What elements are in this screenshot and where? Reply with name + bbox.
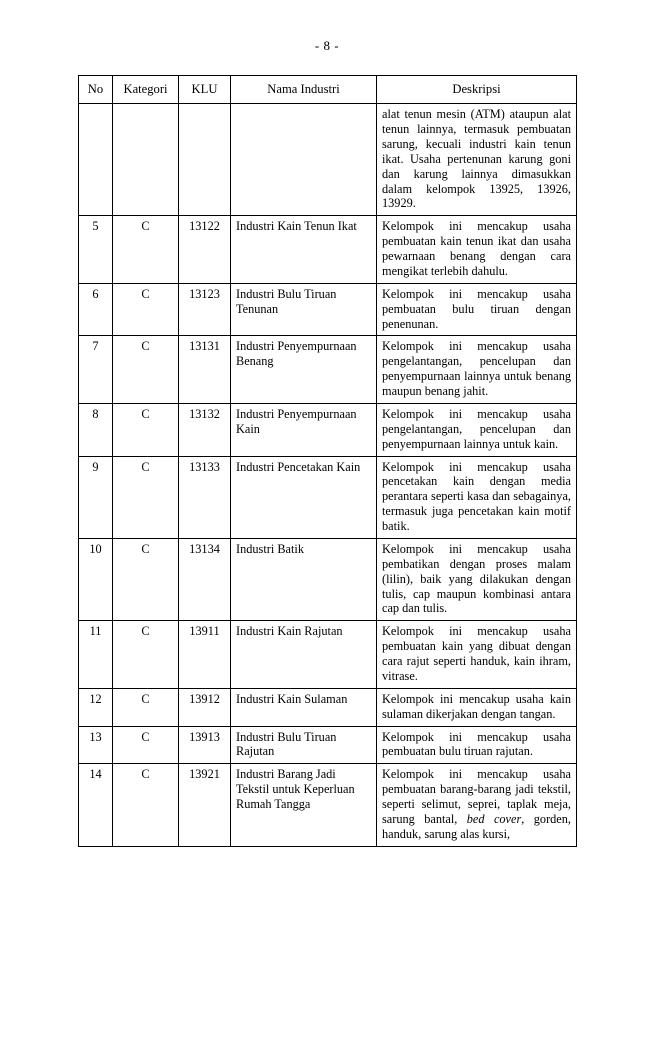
table-row <box>79 764 577 846</box>
cell-deskripsi-rich <box>377 764 577 846</box>
table-row <box>79 538 577 620</box>
column-header-klu: KLU <box>179 76 231 104</box>
cell-klu: 13131 <box>179 336 231 404</box>
cell-deskripsi: Kelompok ini mencakup usaha pengelantangan, pencelupan dan penyempurnaan lainnya untuk benang maupun benang jahit. <box>377 336 577 404</box>
cell-nama-industri: Industri Bulu Tiruan Rajutan <box>231 726 377 764</box>
table-row <box>79 104 577 216</box>
table-row <box>79 283 577 336</box>
cell-deskripsi: Kelompok ini mencakup usaha kain sulaman dikerjakan dengan tangan. <box>377 688 577 726</box>
cell-klu: 13921 <box>179 764 231 846</box>
page-number: - 8 - <box>314 38 340 53</box>
cell-deskripsi: Kelompok ini mencakup usaha pembuatan kain yang dibuat dengan cara rajut seperti handuk, kain ihram, vitrase. <box>377 621 577 689</box>
cell-deskripsi: Kelompok ini mencakup usaha pembuatan kain tenun ikat dan usaha pewarnaan benang dengan cara mengikat terlebih dahulu. <box>377 216 577 284</box>
cell-nama-industri: Industri Kain Tenun Ikat <box>231 216 377 284</box>
cell-deskripsi: Kelompok ini mencakup usaha pembuatan bulu tiruan dengan penenunan. <box>377 283 577 336</box>
cell-kategori: C <box>113 621 179 689</box>
cell-nama-industri: Industri Barang Jadi Tekstil untuk Keperluan Rumah Tangga <box>231 764 377 846</box>
cell-deskripsi: Kelompok ini mencakup usaha pengelantangan, pencelupan dan penyempurnaan lainnya untuk kain. <box>377 403 577 456</box>
cell-nama-industri: Industri Kain Sulaman <box>231 688 377 726</box>
cell-deskripsi: Kelompok ini mencakup usaha pencetakan kain dengan media perantara seperti kasa dan sebagainya, termasuk juga pencetakan kain motif batik. <box>377 456 577 538</box>
deskripsi-text-italic: bed cover <box>466 811 522 826</box>
cell-kategori: C <box>113 764 179 846</box>
cell-no: 13 <box>79 726 113 764</box>
cell-nama-industri: Industri Batik <box>231 538 377 620</box>
cell-deskripsi: Kelompok ini mencakup usaha pembatikan dengan proses malam (lilin), baik yang dilakukan dengan tulis, cap maupun kombinasi antara cap dan tulis. <box>377 538 577 620</box>
table-row <box>79 456 577 538</box>
cell-no <box>79 104 113 216</box>
cell-kategori: C <box>113 403 179 456</box>
cell-klu: 13911 <box>179 621 231 689</box>
cell-klu: 13133 <box>179 456 231 538</box>
cell-klu: 13913 <box>179 726 231 764</box>
cell-nama-industri: Industri Penyempurnaan Benang <box>231 336 377 404</box>
cell-nama-industri: Industri Pencetakan Kain <box>231 456 377 538</box>
table-header-row <box>79 76 577 104</box>
document-page <box>0 38 654 1038</box>
deskripsi-text-post: , gorden, handuk, sarung alas kursi, <box>382 811 571 841</box>
cell-nama-industri: Industri Bulu Tiruan Tenunan <box>231 283 377 336</box>
cell-kategori: C <box>113 336 179 404</box>
cell-klu: 13134 <box>179 538 231 620</box>
cell-no: 9 <box>79 456 113 538</box>
cell-nama-industri: Industri Kain Rajutan <box>231 621 377 689</box>
cell-klu: 13123 <box>179 283 231 336</box>
klu-table <box>78 75 577 847</box>
cell-no: 10 <box>79 538 113 620</box>
klu-table-container <box>78 75 576 847</box>
column-header-nama-industri: Nama Industri <box>231 76 377 104</box>
cell-no: 5 <box>79 216 113 284</box>
cell-no: 12 <box>79 688 113 726</box>
cell-deskripsi: Kelompok ini mencakup usaha pembuatan bulu tiruan rajutan. <box>377 726 577 764</box>
table-row <box>79 621 577 689</box>
deskripsi-text-pre: Kelompok ini mencakup usaha pembuatan barang-barang jadi tekstil, seperti selimut, seprei, taplak meja, sarung bantal, <box>382 767 571 826</box>
cell-kategori: C <box>113 456 179 538</box>
column-header-deskripsi: Deskripsi <box>377 76 577 104</box>
cell-no: 8 <box>79 403 113 456</box>
cell-no: 6 <box>79 283 113 336</box>
cell-nama-industri: Industri Penyempurnaan Kain <box>231 403 377 456</box>
cell-klu: 13122 <box>179 216 231 284</box>
table-row <box>79 216 577 284</box>
cell-kategori: C <box>113 538 179 620</box>
cell-no: 11 <box>79 621 113 689</box>
cell-klu: 13132 <box>179 403 231 456</box>
cell-kategori: C <box>113 726 179 764</box>
cell-no: 14 <box>79 764 113 846</box>
cell-kategori: C <box>113 283 179 336</box>
cell-kategori: C <box>113 688 179 726</box>
cell-kategori <box>113 104 179 216</box>
column-header-no: No <box>79 76 113 104</box>
cell-klu: 13912 <box>179 688 231 726</box>
table-row <box>79 336 577 404</box>
table-row <box>79 726 577 764</box>
cell-deskripsi: alat tenun mesin (ATM) ataupun alat tenun lainnya, termasuk pembuatan sarung, kecuali industri kain tenun ikat. Usaha pertenunan karung goni dan karung lainnya dimasukkan dalam kelompok 13925, 13926, 13929. <box>377 104 577 216</box>
cell-no: 7 <box>79 336 113 404</box>
column-header-kategori: Kategori <box>113 76 179 104</box>
cell-klu <box>179 104 231 216</box>
table-row <box>79 403 577 456</box>
table-row <box>79 688 577 726</box>
cell-kategori: C <box>113 216 179 284</box>
cell-nama-industri <box>231 104 377 216</box>
